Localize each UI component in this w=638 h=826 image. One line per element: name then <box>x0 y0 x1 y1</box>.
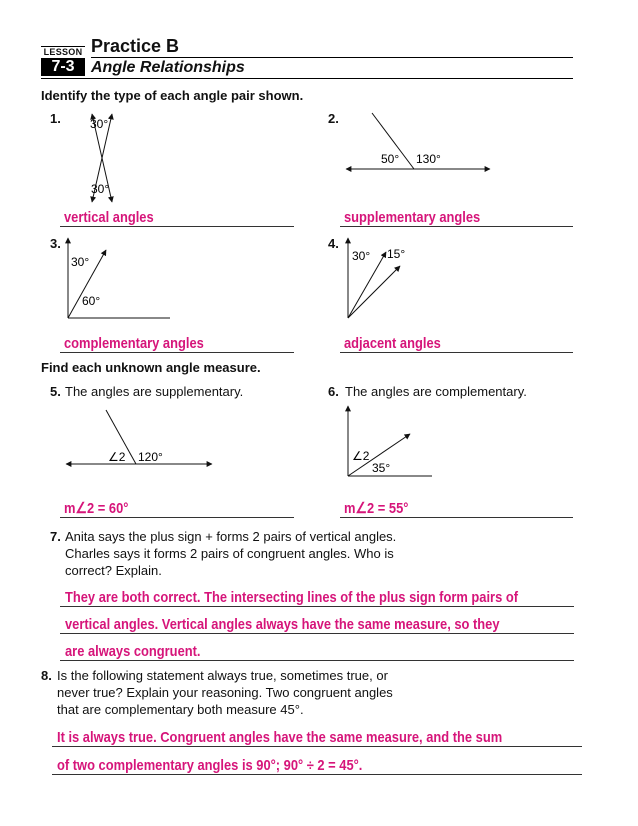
problem-5-answer-line <box>60 517 294 518</box>
problem-3-diagram <box>60 232 180 332</box>
problem-4-label-right: 15° <box>387 247 406 261</box>
problem-1-number: 1. <box>50 111 61 126</box>
problem-5-text: The angles are supplementary. <box>65 384 244 399</box>
problem-7-line-2: Charles says it forms 2 pairs of congruent angles. Who is <box>65 546 394 561</box>
title-rule <box>91 57 573 58</box>
problem-8-line-1: Is the following statement always true, sometimes true, or <box>57 668 388 683</box>
problem-3-number: 3. <box>50 236 61 251</box>
problem-7-answer-line-3: are always congruent. <box>65 643 201 660</box>
problem-2-answer-line <box>340 226 573 227</box>
problem-7-rule-1 <box>60 606 574 607</box>
problem-5-diagram <box>60 400 220 480</box>
lesson-label: LESSON <box>41 46 85 58</box>
problem-7-answer-line-2: vertical angles. Vertical angles always have the same measure, so they <box>65 616 500 633</box>
subtitle-rule <box>41 78 573 79</box>
problem-7-answer-line-1: They are both correct. The intersecting lines of the plus sign form pairs of <box>65 589 519 606</box>
problem-7-rule-2 <box>60 633 574 634</box>
problem-8-rule-1 <box>52 746 582 747</box>
problem-1-label-bottom: 30° <box>91 182 110 196</box>
problem-6-text: The angles are complementary. <box>345 384 527 399</box>
problem-7-rule-3 <box>60 660 574 661</box>
problem-8-line-2: never true? Explain your reasoning. Two congruent angles <box>57 685 393 700</box>
problem-4-diagram <box>340 232 460 332</box>
problem-4-label-left: 30° <box>352 249 371 263</box>
problem-1-answer-line <box>60 226 294 227</box>
problem-7-line-3: correct? Explain. <box>65 563 162 578</box>
problem-4-answer: adjacent angles <box>344 335 441 352</box>
problem-5-label-left: ∠2 <box>108 450 126 464</box>
problem-5-answer: m∠2 = 60° <box>64 500 129 517</box>
problem-8-line-3: that are complementary both measure 45°. <box>57 702 304 717</box>
lesson-number: 7-3 <box>41 58 85 76</box>
problem-6-answer: m∠2 = 55° <box>344 500 409 517</box>
page-subtitle: Angle Relationships <box>91 59 245 76</box>
problem-1-answer: vertical angles <box>64 209 154 226</box>
problem-3-answer-line <box>60 352 294 353</box>
problem-3-label-bottom: 60° <box>82 294 101 308</box>
page-title: Practice B <box>91 36 180 56</box>
problem-2-label-left: 50° <box>381 152 400 166</box>
section1-instruction: Identify the type of each angle pair shown. <box>41 88 304 103</box>
problem-6-diagram <box>340 402 460 492</box>
section2-instruction: Find each unknown angle measure. <box>41 360 261 375</box>
problem-7-line-1: Anita says the plus sign + forms 2 pairs of vertical angles. <box>65 529 397 544</box>
problem-8-number: 8. <box>41 668 52 683</box>
problem-2-number: 2. <box>328 111 339 126</box>
problem-5-label-right: 120° <box>138 450 163 464</box>
problem-6-answer-line <box>340 517 573 518</box>
problem-8-answer-line-1: It is always true. Congruent angles have the same measure, and the sum <box>57 729 503 746</box>
problem-7-number: 7. <box>50 529 61 544</box>
problem-5-number: 5. <box>50 384 61 399</box>
problem-3-label-top: 30° <box>71 255 90 269</box>
problem-4-answer-line <box>340 352 573 353</box>
problem-3-answer: complementary angles <box>64 335 204 352</box>
problem-4-number: 4. <box>328 236 339 251</box>
problem-1-label-top: 30° <box>90 117 109 131</box>
problem-2-label-right: 130° <box>416 152 441 166</box>
problem-6-number: 6. <box>328 384 339 399</box>
problem-8-rule-2 <box>52 774 582 775</box>
problem-6-label-right: 35° <box>372 461 391 475</box>
problem-1-diagram <box>60 108 180 208</box>
problem-2-diagram <box>340 105 500 185</box>
problem-8-answer-line-2: of two complementary angles is 90°; 90° ÷ 2 = 45°. <box>57 757 363 774</box>
problem-6-label-left: ∠2 <box>352 449 370 463</box>
problem-2-answer: supplementary angles <box>344 209 481 226</box>
